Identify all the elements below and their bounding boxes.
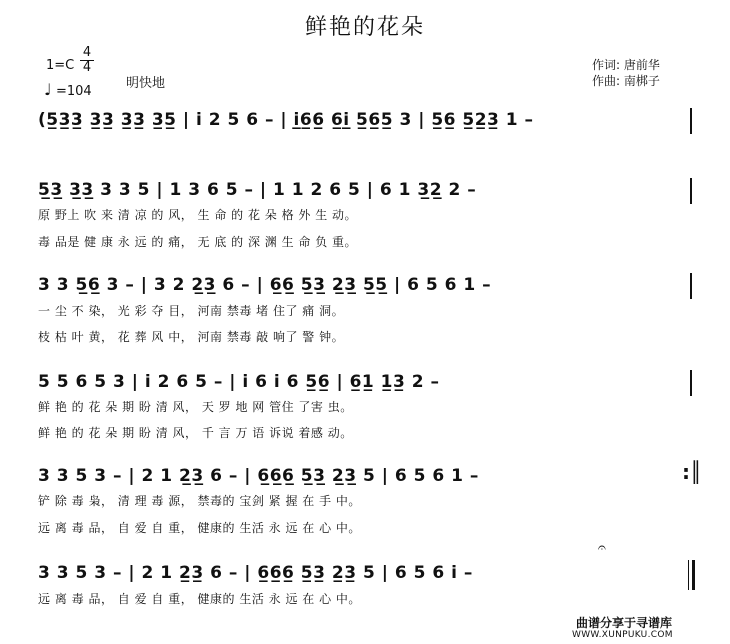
end-barline-row-2 bbox=[690, 178, 692, 204]
lyrics-row-2-verse-1: 原 野上 吹 来 清 凉 的 风， 生 命 的 花 朵 格 外 生 动。 bbox=[38, 208, 358, 222]
watermark-url: WWW.XUNPUKU.COM bbox=[572, 630, 673, 640]
notation-row-5: 3 3 5 3 – | 2 1 2̲3̲ 6 – | 6̲6̲6̲ 5̲3̲ 2̲3̲ 5 | 6 5 6 1 – bbox=[38, 466, 479, 486]
repeat-sign-icon: :║ bbox=[682, 460, 703, 484]
notation-row-1: (5̲3̲3̲ 3̲3̲ 3̲3̲ 3̲5̲ | i 2 5 6 – | i̲6̲6̲ 6̲i̲ 5̲6̲5̲ 3 | 5̲6̲ 5̲2̲3̲ 1 – bbox=[38, 110, 534, 130]
notation-row-4: 5 5 6 5 3 | i 2 6 5 – | i 6 i 6 5̲6̲ | 6̲1̲ 1̲3̲ 2 – bbox=[38, 372, 440, 392]
expression-mark: 明快地 bbox=[126, 76, 166, 91]
lyricist-credit: 作词: 唐前华 bbox=[592, 58, 660, 72]
notation-row-3: 3 3 5̲6̲ 3 – | 3 2 2̲3̲ 6 – | 6̲6̲ 5̲3̲ 2̲3̲ 5̲5̲ | 6 5 6 1 – bbox=[38, 275, 492, 295]
composer-credit: 作曲: 南梆子 bbox=[592, 74, 660, 88]
lyrics-row-2-verse-2: 毒 品是 健 康 永 远 的 痛， 无 底 的 深 渊 生 命 负 重。 bbox=[38, 235, 358, 249]
final-barline-thick bbox=[692, 560, 695, 590]
final-barline-thin bbox=[688, 560, 689, 590]
key-signature: 1=C bbox=[46, 58, 75, 73]
lyrics-row-5-verse-1: 铲 除 毒 枭， 清 理 毒 源， 禁毒的 宝剑 紧 握 在 手 中。 bbox=[38, 494, 361, 508]
lyrics-row-6-verse-1: 远 离 毒 品， 自 爱 自 重， 健康的 生活 永 远 在 心 中。 bbox=[38, 592, 361, 606]
lyrics-row-3-verse-1: 一 尘 不 染， 光 彩 夺 目， 河南 禁毒 堵 住了 痛 洞。 bbox=[38, 304, 345, 318]
time-signature-top: 4 bbox=[80, 46, 94, 61]
fermata-icon: 𝄐 bbox=[598, 540, 606, 556]
end-barline-row-4 bbox=[690, 370, 692, 396]
end-barline-row-1 bbox=[690, 108, 692, 134]
time-signature bbox=[80, 46, 94, 75]
page-title: 鲜艳的花朵 bbox=[304, 15, 425, 40]
notation-row-6: 3 3 5 3 – | 2 1 2̲3̲ 6 – | 6̲6̲6̲ 5̲3̲ 2̲3̲ 5 | 6 5 6 i – bbox=[38, 563, 473, 583]
notation-row-2: 5̲3̲ 3̲3̲ 3 3 5 | 1 3 6 5 – | 1 1 2 6 5 | 6 1 3̲2̲ 2 – bbox=[38, 180, 477, 200]
quarter-note-icon: ♩ bbox=[44, 80, 52, 99]
lyrics-row-4-verse-1: 鲜 艳 的 花 朵 期 盼 清 风， 天 罗 地 网 管住 了害 虫。 bbox=[38, 400, 353, 414]
lyrics-row-4-verse-2: 鲜 艳 的 花 朵 期 盼 清 风， 千 言 万 语 诉说 着感 动。 bbox=[38, 426, 353, 440]
end-barline-row-3 bbox=[690, 273, 692, 299]
time-signature-bottom: 4 bbox=[82, 60, 92, 75]
lyrics-row-5-verse-2: 远 离 毒 品， 自 爱 自 重， 健康的 生活 永 远 在 心 中。 bbox=[38, 521, 361, 535]
watermark-text: 曲谱分享于寻谱库 bbox=[576, 616, 673, 630]
lyrics-row-3-verse-2: 枝 枯 叶 黄， 花 葬 风 中， 河南 禁毒 敲 响了 警 钟。 bbox=[38, 330, 345, 344]
tempo-value: =104 bbox=[56, 84, 92, 99]
